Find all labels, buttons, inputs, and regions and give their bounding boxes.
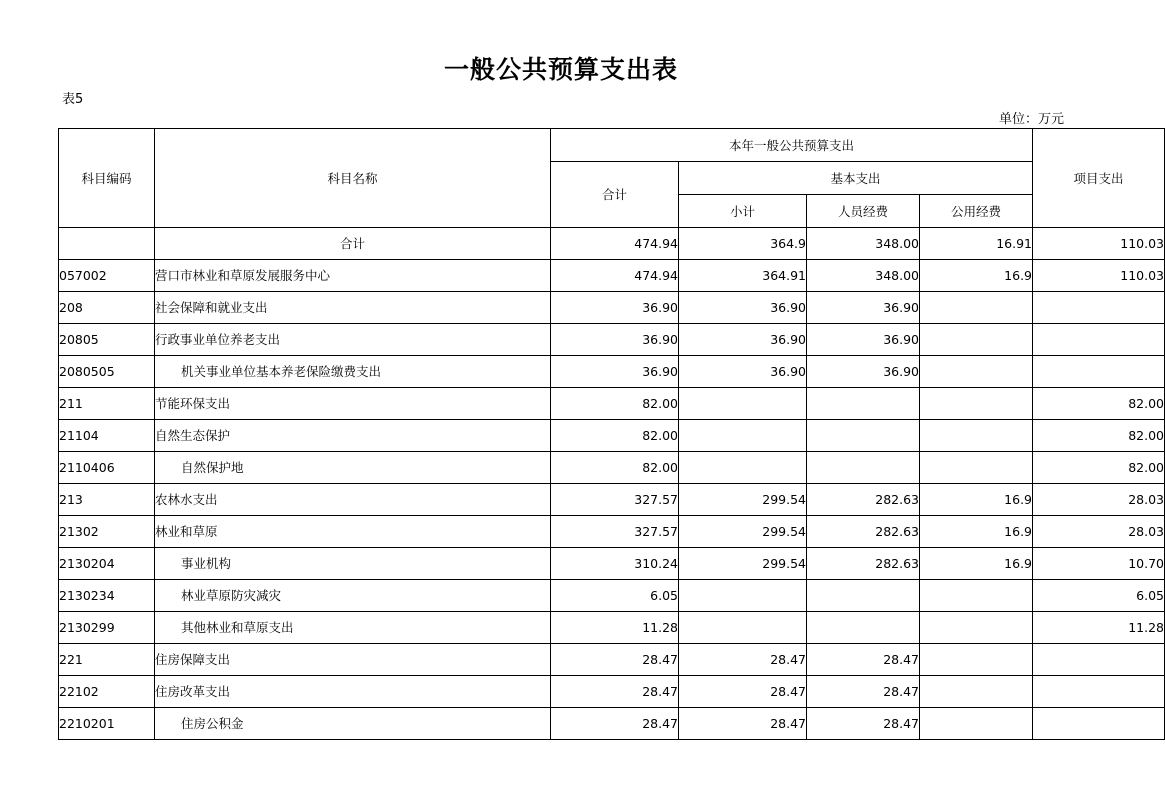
cell-project <box>1033 676 1165 708</box>
table-row <box>59 388 1165 420</box>
header-project: 项目支出 <box>1033 129 1165 228</box>
cell-code: 221 <box>59 644 155 676</box>
cell-project: 11.28 <box>1033 612 1165 644</box>
cell-total: 11.28 <box>551 612 679 644</box>
header-basic-group: 基本支出 <box>679 162 1033 195</box>
cell-code: 2130299 <box>59 612 155 644</box>
unit-note-label: 单位：万元 <box>998 112 1064 127</box>
cell-project: 110.03 <box>1033 260 1165 292</box>
cell-name: 自然生态保护 <box>155 420 551 452</box>
cell-personnel: 282.63 <box>807 516 920 548</box>
header-current-year-group: 本年一般公共预算支出 <box>551 129 1033 162</box>
cell-basic-subtotal: 28.47 <box>679 708 807 740</box>
cell-basic-subtotal: 28.47 <box>679 676 807 708</box>
cell-public <box>920 324 1033 356</box>
header-total: 合计 <box>551 162 679 228</box>
cell-total: 28.47 <box>551 708 679 740</box>
cell-name: 机关事业单位基本养老保险缴费支出 <box>155 356 551 388</box>
cell-total: 82.00 <box>551 388 679 420</box>
cell-public <box>920 580 1033 612</box>
cell-code: 2130234 <box>59 580 155 612</box>
cell-personnel <box>807 580 920 612</box>
cell-total: 310.24 <box>551 548 679 580</box>
cell-code: 2210201 <box>59 708 155 740</box>
budget-table-container <box>58 128 1165 740</box>
cell-public <box>920 292 1033 324</box>
cell-project: 6.05 <box>1033 580 1165 612</box>
header-row-1 <box>59 129 1165 162</box>
cell-public <box>920 708 1033 740</box>
cell-public <box>920 388 1033 420</box>
cell-basic-subtotal: 28.47 <box>679 644 807 676</box>
cell-personnel: 28.47 <box>807 676 920 708</box>
cell-personnel: 282.63 <box>807 484 920 516</box>
cell-personnel <box>807 452 920 484</box>
cell-name: 林业草原防灾减灾 <box>155 580 551 612</box>
table-row <box>59 580 1165 612</box>
cell-public: 16.9 <box>920 548 1033 580</box>
cell-personnel: 36.90 <box>807 292 920 324</box>
cell-project: 82.00 <box>1033 452 1165 484</box>
cell-basic-subtotal: 299.54 <box>679 484 807 516</box>
cell-name: 合计 <box>155 228 551 260</box>
table-row <box>59 292 1165 324</box>
table-row <box>59 612 1165 644</box>
table-row <box>59 708 1165 740</box>
cell-public: 16.9 <box>920 516 1033 548</box>
cell-code: 211 <box>59 388 155 420</box>
cell-project: 28.03 <box>1033 484 1165 516</box>
table-row <box>59 516 1165 548</box>
cell-project <box>1033 708 1165 740</box>
cell-public <box>920 420 1033 452</box>
cell-project: 82.00 <box>1033 388 1165 420</box>
cell-basic-subtotal: 299.54 <box>679 516 807 548</box>
table-row <box>59 484 1165 516</box>
table-header <box>59 129 1165 228</box>
cell-code: 2130204 <box>59 548 155 580</box>
cell-code: 2080505 <box>59 356 155 388</box>
cell-name: 社会保障和就业支出 <box>155 292 551 324</box>
cell-name: 农林水支出 <box>155 484 551 516</box>
cell-code: 208 <box>59 292 155 324</box>
header-public: 公用经费 <box>920 195 1033 228</box>
header-code: 科目编码 <box>59 129 155 228</box>
cell-total: 36.90 <box>551 356 679 388</box>
cell-total: 474.94 <box>551 260 679 292</box>
cell-public: 16.9 <box>920 484 1033 516</box>
cell-basic-subtotal <box>679 612 807 644</box>
cell-project: 10.70 <box>1033 548 1165 580</box>
cell-name: 住房改革支出 <box>155 676 551 708</box>
cell-project <box>1033 324 1165 356</box>
cell-project <box>1033 292 1165 324</box>
cell-personnel: 28.47 <box>807 708 920 740</box>
cell-personnel: 348.00 <box>807 260 920 292</box>
cell-name: 事业机构 <box>155 548 551 580</box>
cell-name: 自然保护地 <box>155 452 551 484</box>
cell-public <box>920 452 1033 484</box>
table-row <box>59 228 1165 260</box>
cell-personnel: 28.47 <box>807 644 920 676</box>
cell-personnel <box>807 388 920 420</box>
cell-code: 2110406 <box>59 452 155 484</box>
cell-public <box>920 612 1033 644</box>
cell-personnel: 36.90 <box>807 356 920 388</box>
cell-code <box>59 228 155 260</box>
cell-code: 22102 <box>59 676 155 708</box>
cell-code: 057002 <box>59 260 155 292</box>
table-row <box>59 676 1165 708</box>
cell-name: 林业和草原 <box>155 516 551 548</box>
cell-basic-subtotal: 36.90 <box>679 356 807 388</box>
cell-code: 213 <box>59 484 155 516</box>
cell-public <box>920 356 1033 388</box>
cell-total: 474.94 <box>551 228 679 260</box>
cell-total: 36.90 <box>551 292 679 324</box>
cell-name: 住房保障支出 <box>155 644 551 676</box>
cell-project: 28.03 <box>1033 516 1165 548</box>
cell-name: 行政事业单位养老支出 <box>155 324 551 356</box>
cell-code: 21104 <box>59 420 155 452</box>
cell-personnel: 282.63 <box>807 548 920 580</box>
cell-code: 20805 <box>59 324 155 356</box>
cell-name: 住房公积金 <box>155 708 551 740</box>
cell-basic-subtotal: 364.91 <box>679 260 807 292</box>
table-number-label: 表5 <box>62 92 84 107</box>
cell-personnel <box>807 420 920 452</box>
table-row <box>59 420 1165 452</box>
cell-total: 28.47 <box>551 644 679 676</box>
cell-code: 21302 <box>59 516 155 548</box>
cell-basic-subtotal <box>679 388 807 420</box>
cell-public: 16.9 <box>920 260 1033 292</box>
cell-project: 110.03 <box>1033 228 1165 260</box>
table-row <box>59 260 1165 292</box>
cell-basic-subtotal <box>679 580 807 612</box>
budget-table <box>58 128 1165 740</box>
cell-personnel: 36.90 <box>807 324 920 356</box>
header-basic-subtotal: 小计 <box>679 195 807 228</box>
cell-total: 82.00 <box>551 420 679 452</box>
cell-basic-subtotal <box>679 420 807 452</box>
cell-public: 16.91 <box>920 228 1033 260</box>
cell-public <box>920 676 1033 708</box>
header-name: 科目名称 <box>155 129 551 228</box>
header-personnel: 人员经费 <box>807 195 920 228</box>
cell-total: 36.90 <box>551 324 679 356</box>
table-row <box>59 356 1165 388</box>
cell-total: 327.57 <box>551 484 679 516</box>
cell-basic-subtotal: 36.90 <box>679 324 807 356</box>
cell-basic-subtotal: 364.9 <box>679 228 807 260</box>
cell-total: 82.00 <box>551 452 679 484</box>
table-row <box>59 324 1165 356</box>
cell-basic-subtotal: 299.54 <box>679 548 807 580</box>
cell-name: 节能环保支出 <box>155 388 551 420</box>
cell-project <box>1033 356 1165 388</box>
cell-total: 28.47 <box>551 676 679 708</box>
cell-public <box>920 644 1033 676</box>
cell-total: 327.57 <box>551 516 679 548</box>
cell-project: 82.00 <box>1033 420 1165 452</box>
table-row <box>59 548 1165 580</box>
table-row <box>59 452 1165 484</box>
table-body <box>59 228 1165 740</box>
cell-project <box>1033 644 1165 676</box>
cell-total: 6.05 <box>551 580 679 612</box>
cell-personnel <box>807 612 920 644</box>
cell-basic-subtotal: 36.90 <box>679 292 807 324</box>
table-row <box>59 644 1165 676</box>
cell-personnel: 348.00 <box>807 228 920 260</box>
cell-name: 其他林业和草原支出 <box>155 612 551 644</box>
cell-basic-subtotal <box>679 452 807 484</box>
page-title: 一般公共预算支出表 <box>443 55 678 84</box>
cell-name: 营口市林业和草原发展服务中心 <box>155 260 551 292</box>
